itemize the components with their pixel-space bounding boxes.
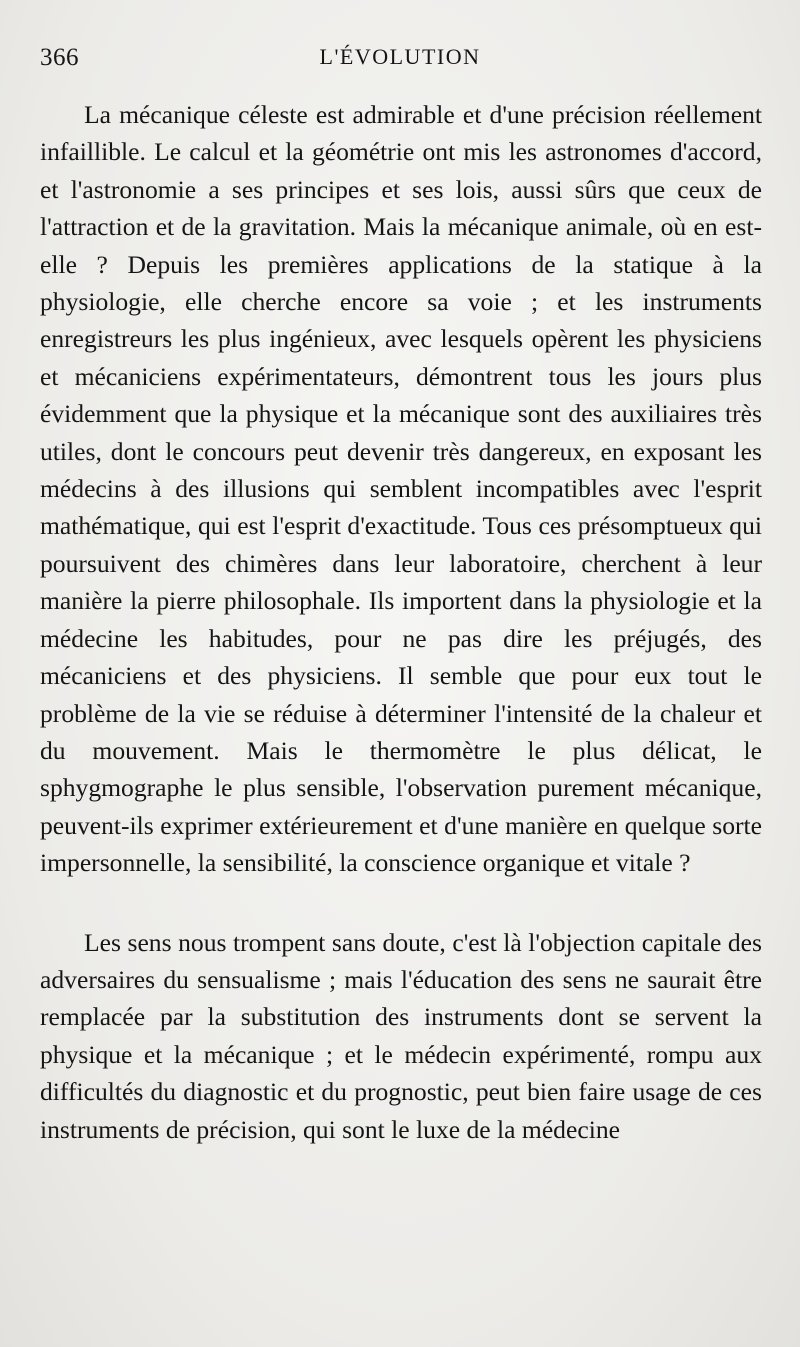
paragraph-2: Les sens nous trompent sans doute, c'est là l'objection capitale des adversaires du sensualisme ; mais l'éducation des sens ne saurait être remplacée par la substitution des instruments dont se servent la physique et la mécanique ; et le médecin expérimenté, rompu aux difficultés du diagnostic et du prognostic, peut bien faire usage de ces instruments de précision, qui sont le luxe de la médecine <box>40 927 762 1144</box>
running-title: L'ÉVOLUTION <box>319 44 481 69</box>
page-header <box>40 44 760 78</box>
page-number: 366 <box>40 44 79 71</box>
paragraph-1: La mécanique céleste est admirable et d'une précision réellement infaillible. Le calcul et la géométrie ont mis les astronomes d'accord, et l'astronomie a ses principes et ses lois, aussi sûrs que ceux de l'attraction et de la gravitation. Mais la mécanique animale, où en est-elle ? Depuis les premières applications de la statique à la physiologie, elle cherche encore sa voie ; et les instruments enregistreurs les plus ingénieux, avec lesquels opèrent les physiciens et mécaniciens expérimentateurs, démontrent tous les jours plus évidemment que la physique et la mécanique sont des auxiliaires très utiles, dont le concours peut devenir très dangereux, en exposant les médecins à des illusions qui semblent incompatibles avec l'esprit mathématique, qui est l'esprit d'exactitude. Tous ces présomptueux qui poursuivent des chimères dans leur laboratoire, cherchent à leur manière la pierre philosophale. Ils importent dans la physiologie et la médecine les habitudes, pour ne pas dire les préjugés, des mécaniciens et des physiciens. Il semble que pour eux tout le problème de la vie se réduise à déterminer l'intensité de la chaleur et du mouvement. Mais le thermomètre le plus délicat, le sphygmographe le plus sensible, l'observation purement mécanique, peuvent-ils exprimer extérieurement et d'une manière en quelque sorte impersonnelle, la sensibilité, la conscience organique et vitale ? <box>40 100 762 878</box>
page-body <box>40 96 762 1148</box>
